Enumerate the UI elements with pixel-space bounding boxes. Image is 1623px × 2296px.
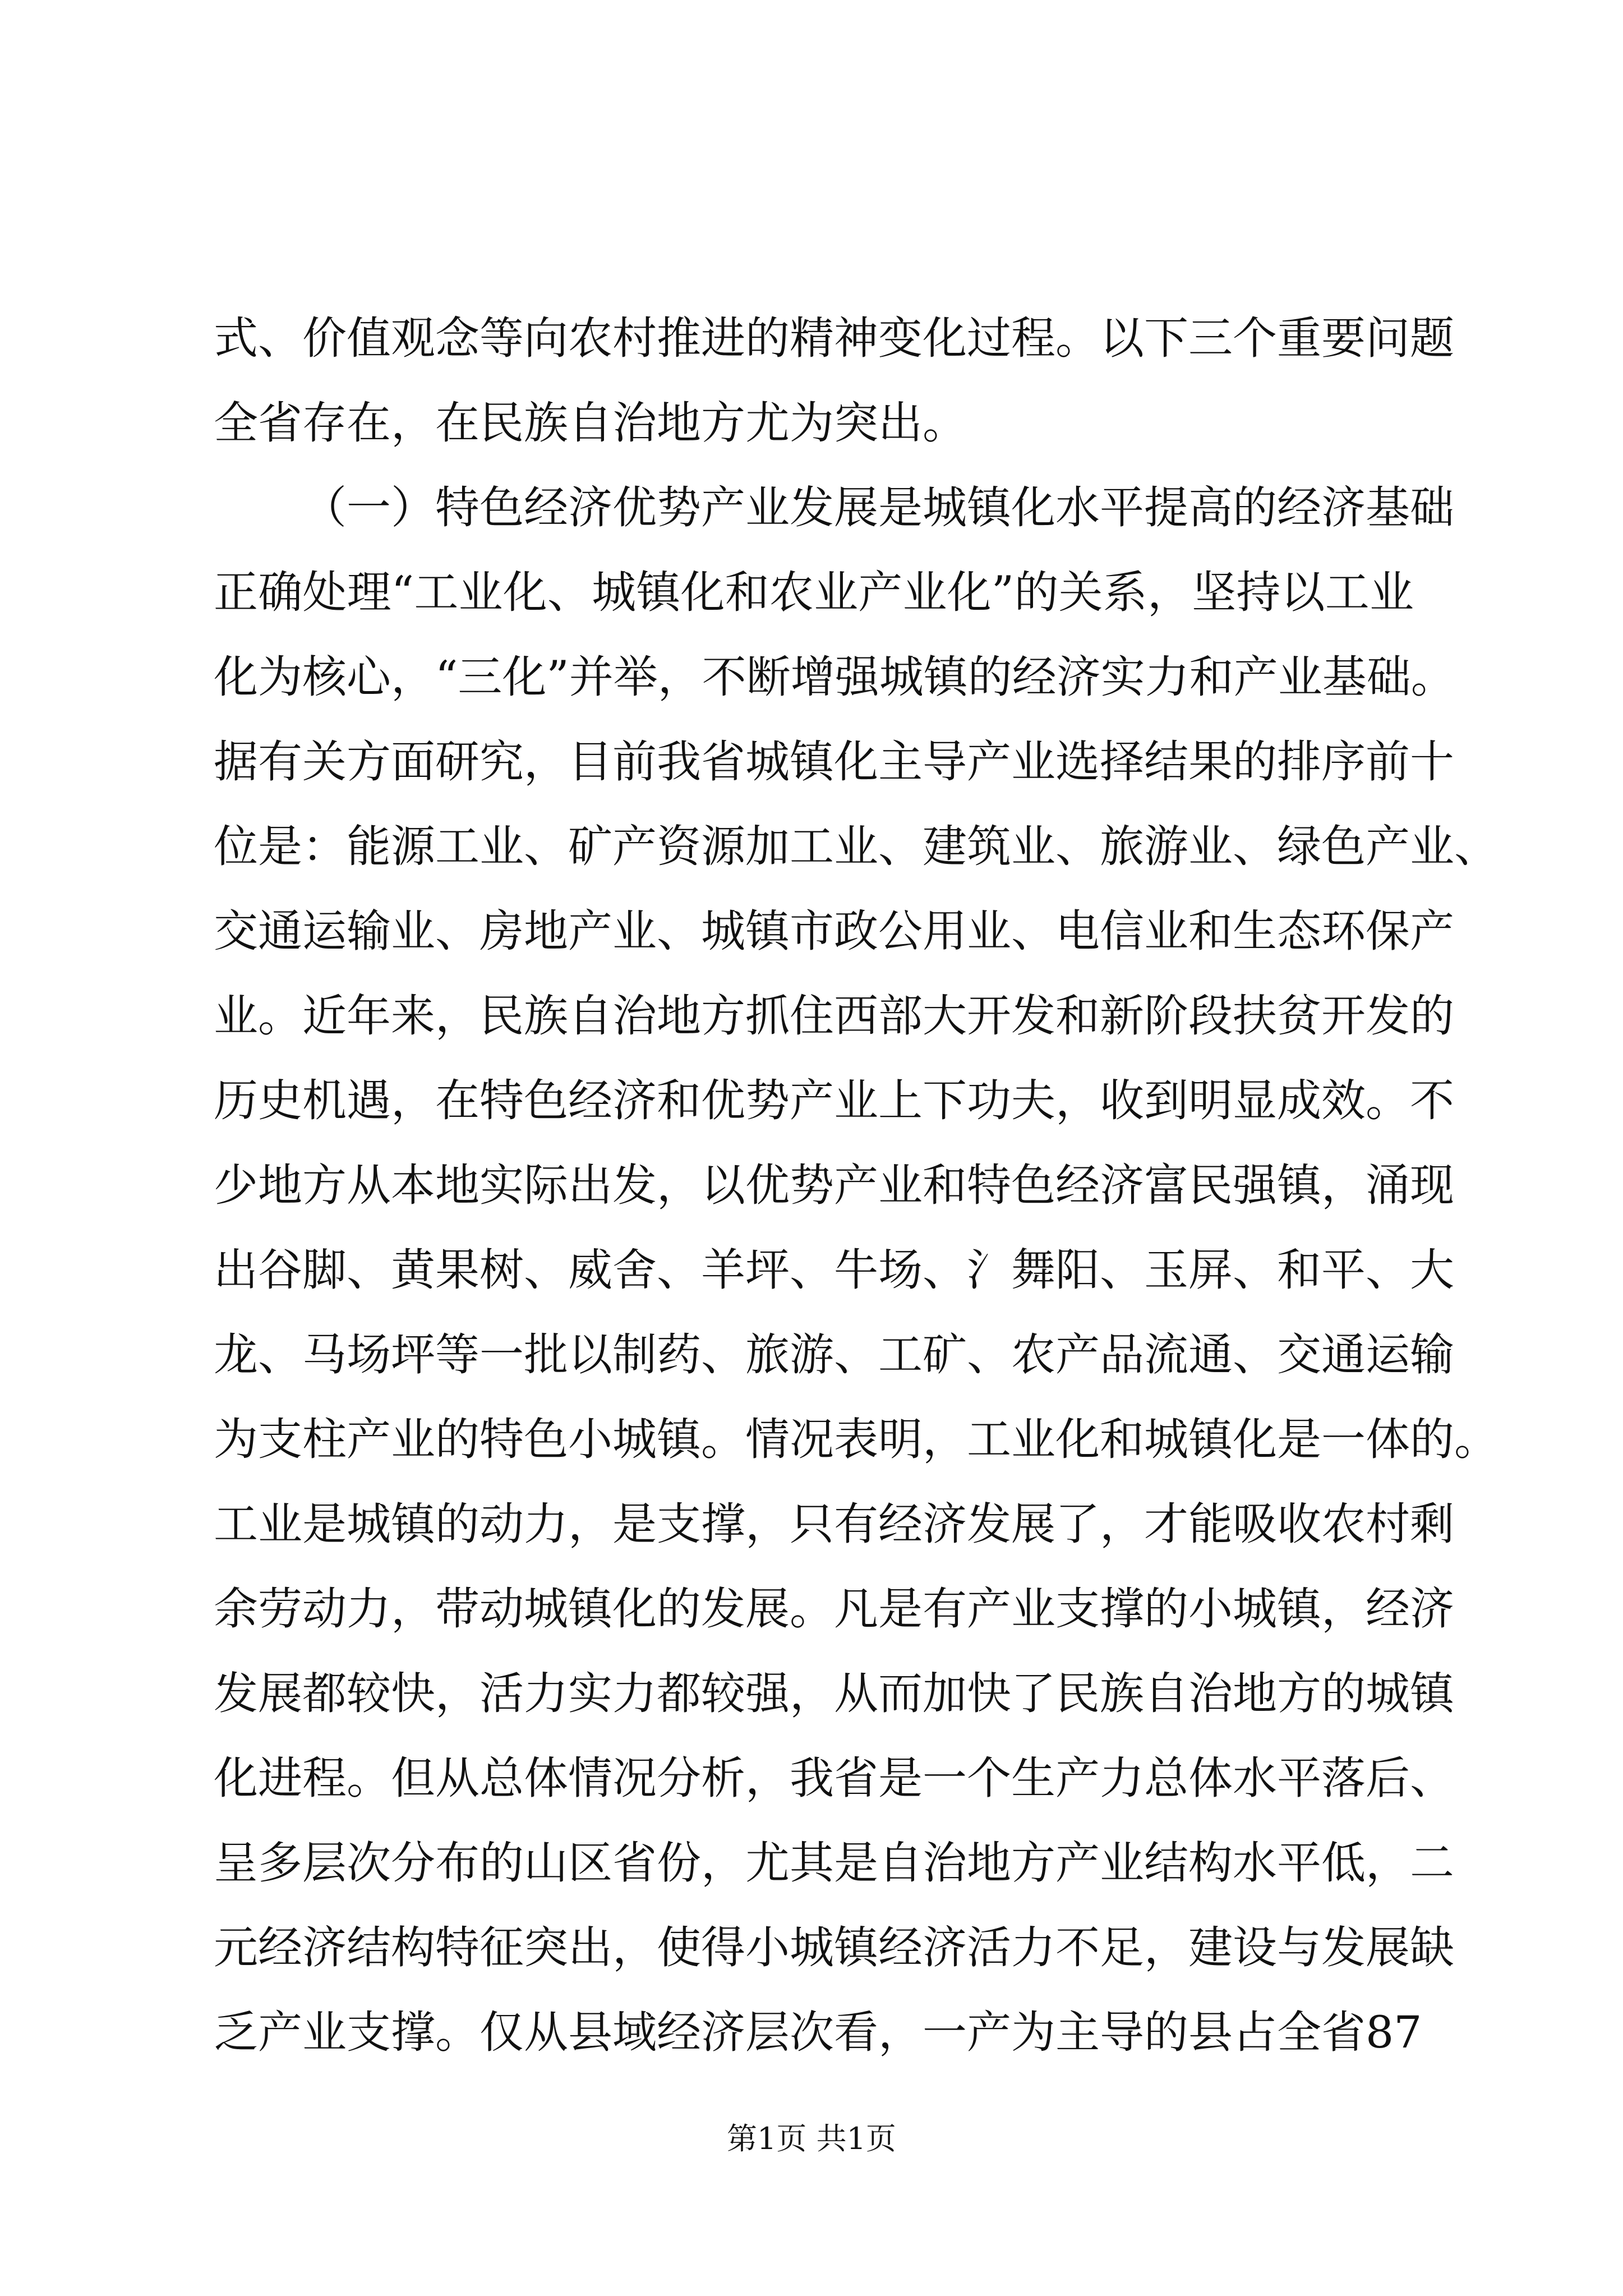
text-line: 化为核心，“三化”并举，不断增强城镇的经济实力和产业基础。 [214, 651, 1455, 703]
text-line: 位是：能源工业、矿产资源加工业、建筑业、旅游业、绿色产业、 [214, 821, 1498, 872]
text-line: 交通运输业、房地产业、城镇市政公用业、电信业和生态环保产 [214, 905, 1454, 957]
text-line: 乏产业支撑。仅从县域经济层次看，一产为主导的县占全省87 [214, 2007, 1422, 2058]
text-line: 业。近年来，民族自治地方抓住西部大开发和新阶段扶贫开发的 [214, 990, 1454, 1042]
text-line: 工业是城镇的动力，是支撑，只有经济发展了，才能吸收农村剩 [214, 1498, 1454, 1550]
text-line: 呈多层次分布的山区省份，尤其是自治地方产业结构水平低，二 [214, 1837, 1454, 1889]
text-line: 式、价值观念等向农村推进的精神变化过程。以下三个重要问题 [214, 312, 1454, 364]
text-line: 出谷脚、黄果树、威舍、羊坪、牛场、氵舞阳、玉屏、和平、大 [214, 1244, 1454, 1296]
text-line: 正确处理“工业化、城镇化和农业产业化”的关系，坚持以工业 [214, 567, 1414, 618]
text-line: 据有关方面研究，目前我省城镇化主导产业选择结果的排序前十 [214, 736, 1454, 788]
text-line: 发展都较快，活力实力都较强，从而加快了民族自治地方的城镇 [214, 1668, 1454, 1719]
section-heading-line: （一）特色经济优势产业发展是城镇化水平提高的经济基础 [302, 482, 1454, 533]
text-line: 历史机遇，在特色经济和优势产业上下功夫，收到明显成效。不 [214, 1075, 1454, 1126]
text-line: 龙、马场坪等一批以制药、旅游、工矿、农产品流通、交通运输 [214, 1329, 1454, 1381]
text-line: 为支柱产业的特色小城镇。情况表明，工业化和城镇化是一体的。 [214, 1414, 1498, 1465]
body-text [214, 296, 1498, 2075]
page-number-label: 第1页 共1页 [727, 2121, 896, 2156]
text-line: 余劳动力，带动城镇化的发展。凡是有产业支撑的小城镇，经济 [214, 1583, 1454, 1635]
text-line: 少地方从本地实际出发，以优势产业和特色经济富民强镇，涌现 [214, 1159, 1454, 1211]
text-line: 元经济结构特征突出，使得小城镇经济活力不足，建设与发展缺 [214, 1922, 1454, 1973]
text-line: 全省存在，在民族自治地方尤为突出。 [214, 397, 967, 449]
page-footer [0, 2115, 1623, 2158]
text-line: 化进程。但从总体情况分析，我省是一个生产力总体水平落后、 [214, 1752, 1454, 1804]
